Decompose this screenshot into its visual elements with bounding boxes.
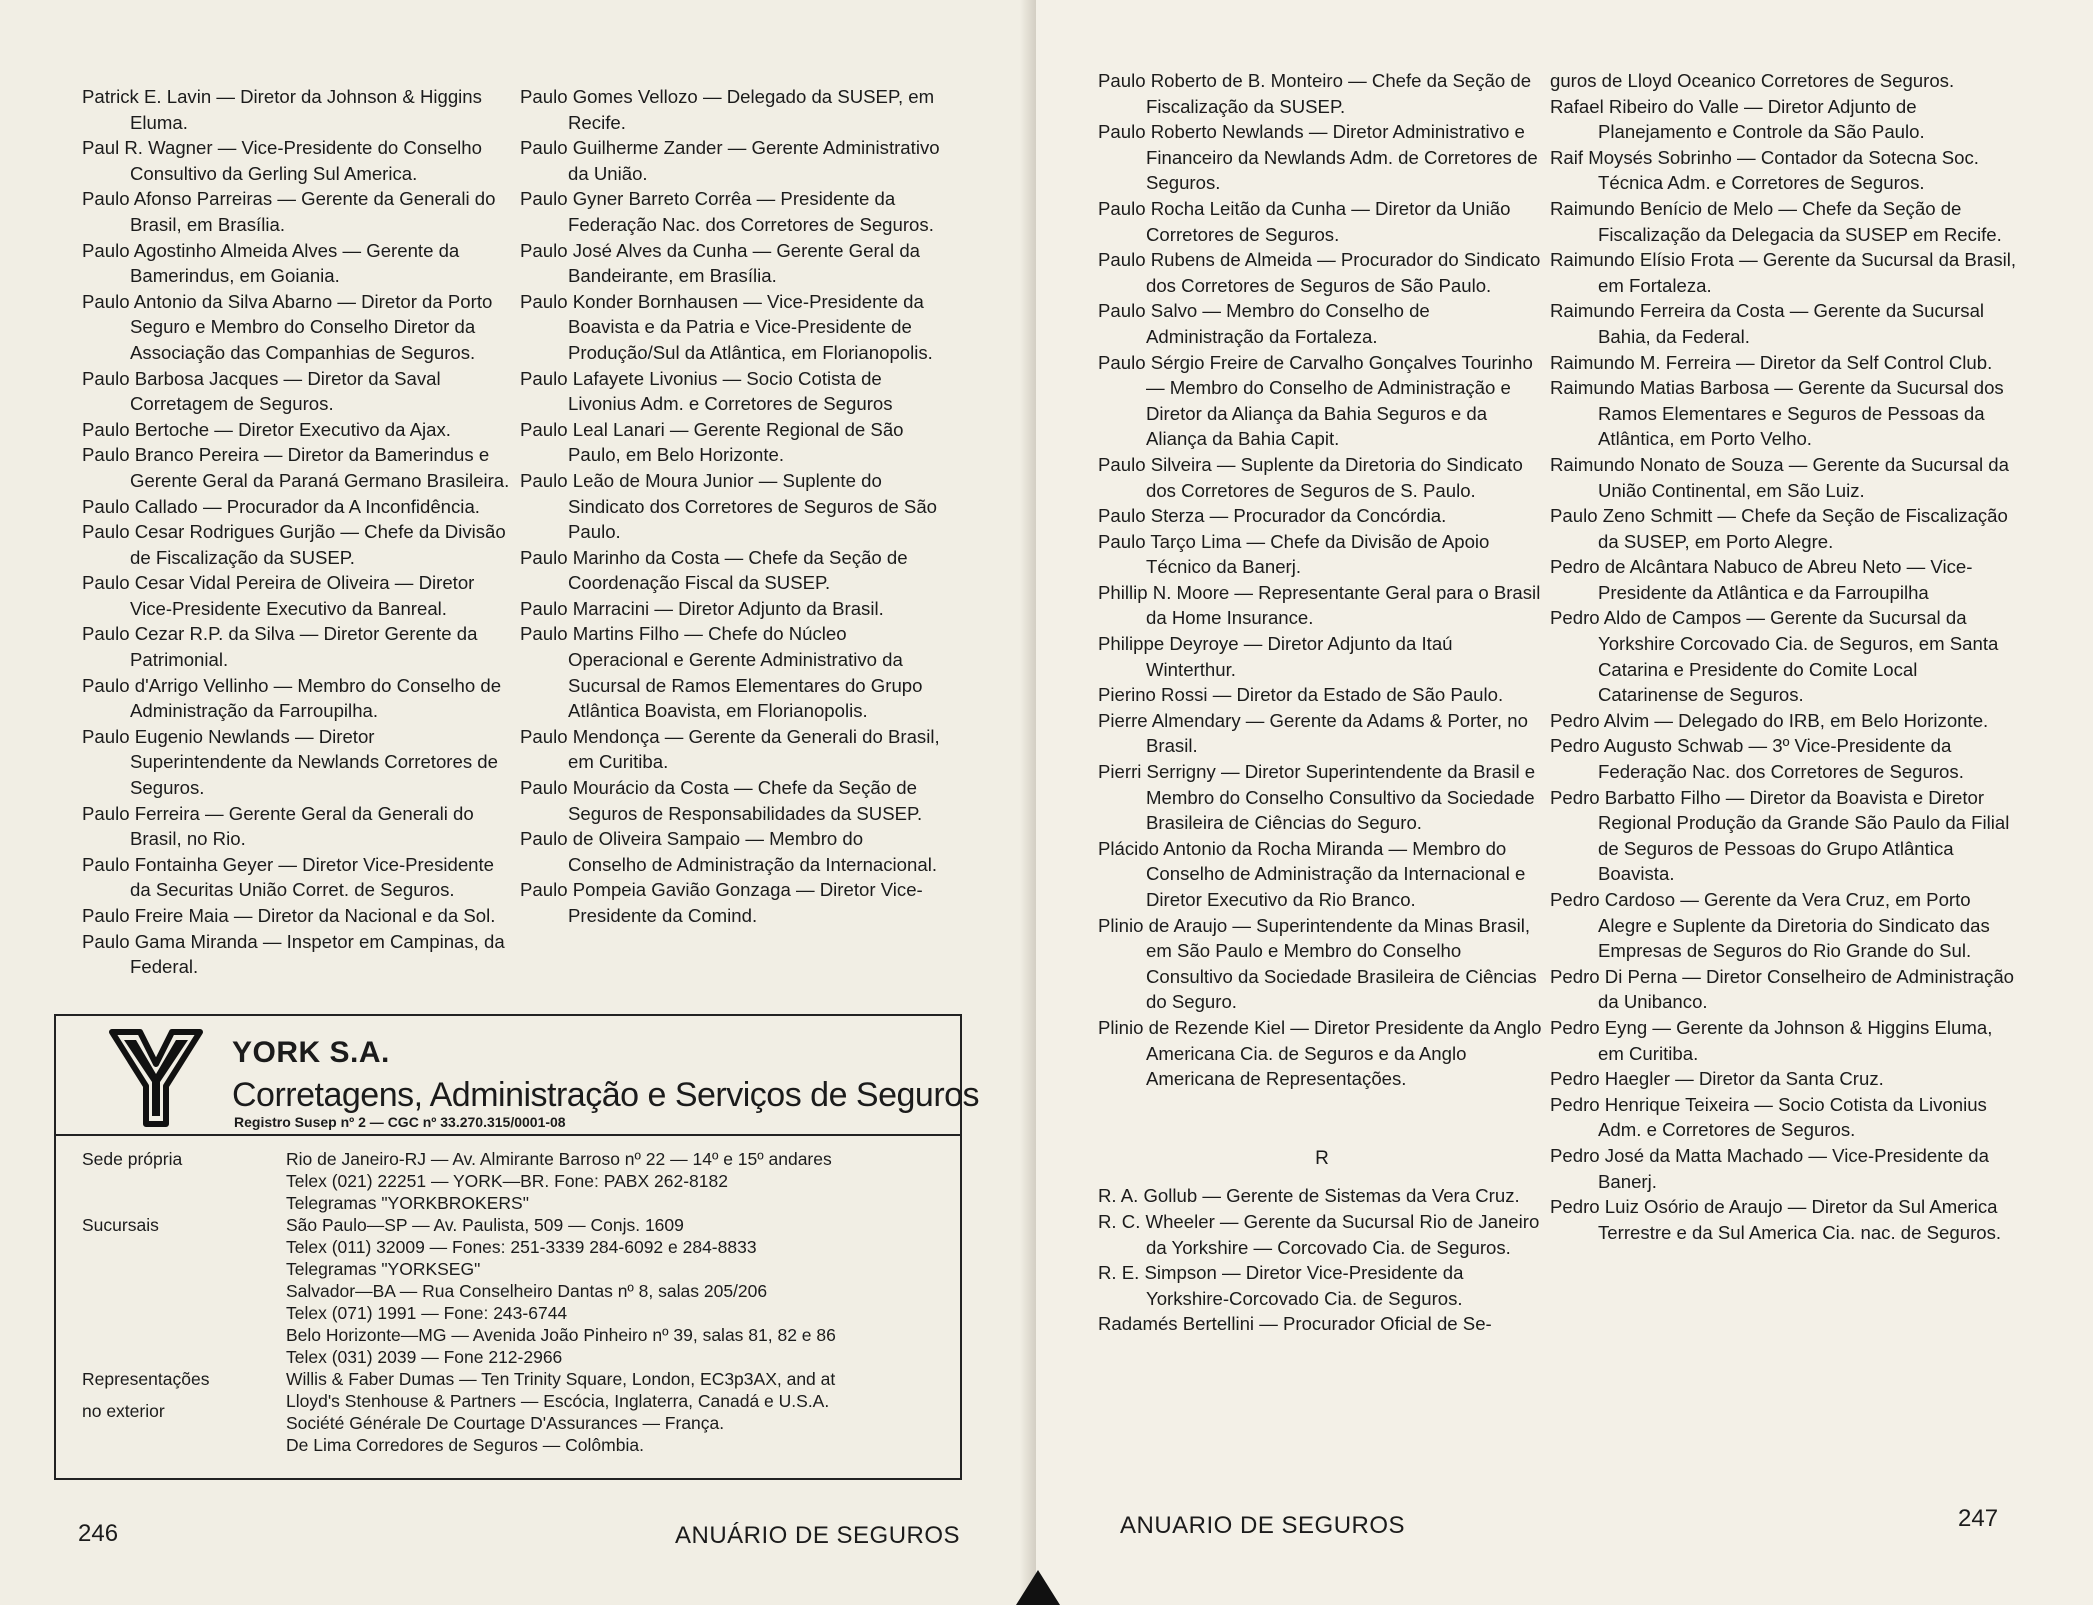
directory-entry: Paulo Mourácio da Costa — Chefe da Seção de Seguros de Responsabilidades da SUSEP.	[520, 777, 923, 824]
page-number-left: 246	[78, 1520, 119, 1547]
right-column-1	[1098, 68, 1546, 1337]
directory-entry: Paulo Callado — Procurador da A Inconfidência.	[82, 495, 480, 517]
directory-entry: Philippe Deyroye — Diretor Adjunto da Itaú Winterthur.	[1098, 633, 1453, 680]
directory-entry: Paulo Mendonça — Gerente da Generali do Brasil, em Curitiba.	[520, 725, 940, 773]
directory-entry: Pedro Eyng — Gerente da Johnson & Higgins Eluma, em Curitiba.	[1550, 1016, 1993, 1064]
directory-entry: Paulo Pompeia Gavião Gonzaga — Diretor Vice-Presidente da Comind.	[520, 879, 923, 926]
directory-entry: Paulo Martins Filho — Chefe do Núcleo Operacional e Gerente Administrativo da Sucursal de Ramos Elementares do Grupo Atlântica Boavista, em Florianopolis.	[520, 623, 923, 722]
directory-entry: Paulo Ferreira — Gerente Geral da Generali do Brasil, no Rio.	[82, 802, 474, 850]
ad-line: Belo Horizonte—MG — Avenida João Pinheiro nº 39, salas 81, 82 e 86	[286, 1325, 836, 1345]
directory-entry: Plácido Antonio da Rocha Miranda — Membro do Conselho de Administração da Internacional e Diretor Executivo da Rio Branco.	[1098, 837, 1526, 910]
directory-entry: Paulo Silveira — Suplente da Diretoria do Sindicato dos Corretores de Seguros de S. Paulo.	[1098, 453, 1523, 501]
directory-entry: Raimundo Ferreira da Costa — Gerente da Sucursal Bahia, da Federal.	[1550, 300, 1985, 347]
directory-entry: Radamés Bertellini — Procurador Oficial de Se-	[1098, 1313, 1492, 1335]
ad-line: Telex (011) 32009 — Fones: 251-3339 284-6092 e 284-8833	[286, 1237, 757, 1257]
ad-line: Telegramas "YORKBROKERS"	[286, 1193, 529, 1213]
ad-label-line: Sucursais	[82, 1215, 159, 1235]
ad-line: Telex (021) 22251 — YORK—BR. Fone: PABX 262-8182	[286, 1171, 728, 1191]
directory-entry: Paulo Leal Lanari — Gerente Regional de São Paulo, em Belo Horizonte.	[520, 418, 904, 466]
ad-line: Salvador—BA — Rua Conselheiro Dantas nº 8, salas 205/206	[286, 1281, 768, 1301]
left-page	[0, 0, 1036, 1605]
ribbon-marker	[1016, 1570, 1060, 1605]
directory-entry: Raimundo Matias Barbosa — Gerente da Sucursal dos Ramos Elementares e Seguros de Pessoas da Atlântica, em Porto Velho.	[1550, 377, 2004, 450]
directory-entry: Paulo Cesar Vidal Pereira de Oliveira — Diretor Vice-Presidente Executivo da Banreal.	[82, 572, 475, 619]
directory-entry: Paul R. Wagner — Vice-Presidente do Conselho Consultivo da Gerling Sul America.	[82, 137, 482, 184]
directory-entry: Paulo d'Arrigo Vellinho — Membro do Conselho de Administração da Farroupilha.	[82, 674, 502, 722]
ad-body	[56, 1148, 956, 1456]
directory-entry: Pedro Alvim — Delegado do IRB, em Belo Horizonte.	[1550, 709, 1989, 731]
directory-entry: R. A. Gollub — Gerente de Sistemas da Vera Cruz.	[1098, 1185, 1520, 1207]
directory-entry: Pedro Augusto Schwab — 3º Vice-Presidente da Federação Nac. dos Corretores de Seguros.	[1550, 735, 1964, 783]
ad-section-label	[82, 1368, 209, 1422]
directory-entry: Pedro Cardoso — Gerente da Vera Cruz, em Porto Alegre e Suplente da Diretoria do Sindicato das Empresas de Seguros do Rio Grande do Sul.	[1550, 889, 1990, 962]
ad-line: Telegramas "YORKSEG"	[286, 1259, 481, 1279]
directory-entry: Paulo Agostinho Almeida Alves — Gerente da Bamerindus, em Goiania.	[82, 239, 460, 287]
directory-entry: Paulo Gomes Vellozo — Delegado da SUSEP, em Recife.	[520, 86, 935, 133]
ad-line: Rio de Janeiro-RJ — Av. Almirante Barroso nº 22 — 14º e 15º andares	[286, 1149, 832, 1169]
running-title-left: ANUÁRIO DE SEGUROS	[675, 1522, 961, 1549]
directory-entry: Paulo Marracini — Diretor Adjunto da Brasil.	[520, 597, 884, 619]
directory-entry: Pedro Aldo de Campos — Gerente da Sucursal da Yorkshire Corcovado Cia. de Seguros, em Santa Catarina e Presidente do Comite Local Catarinense de Seguros.	[1550, 607, 1999, 706]
directory-entry: Raimundo Benício de Melo — Chefe da Seção de Fiscalização da Delegacia da SUSEP em Recife.	[1550, 197, 2002, 245]
directory-entry: Paulo Eugenio Newlands — Diretor Superintendente da Newlands Corretores de Seguros.	[82, 725, 498, 799]
directory-entry: Pedro Haegler — Diretor da Santa Cruz.	[1550, 1068, 1884, 1090]
ad-section	[56, 1368, 956, 1456]
directory-entry: Paulo Afonso Parreiras — Gerente da Generali do Brasil, em Brasília.	[82, 188, 496, 235]
directory-entry: Paulo Roberto Newlands — Diretor Administrativo e Financeiro da Newlands Adm. de Corretores de Seguros.	[1098, 121, 1538, 194]
ad-line: Telex (031) 2039 — Fone 212-2966	[286, 1347, 563, 1367]
left-column-1	[82, 84, 510, 980]
right-page	[1036, 0, 2093, 1605]
directory-entry: Pierri Serrigny — Diretor Superintendente da Brasil e Membro do Conselho Consultivo da Sociedade Brasileira de Ciências do Seguro.	[1098, 761, 1536, 834]
york-advertisement	[54, 1014, 980, 1480]
ad-section-label	[82, 1148, 182, 1170]
directory-entry: Paulo Antonio da Silva Abarno — Diretor da Porto Seguro e Membro do Conselho Diretor da Associação das Companhias de Seguros.	[82, 290, 493, 363]
directory-entry: Paulo Leão de Moura Junior — Suplente do Sindicato dos Corretores de Seguros de São Paulo.	[520, 469, 937, 543]
ad-company-name: YORK S.A.	[232, 1036, 390, 1069]
york-logo-icon	[106, 1028, 206, 1128]
directory-entry: Plinio de Araujo — Superintendente da Minas Brasil, em São Paulo e Membro do Conselho Consultivo da Sociedade Brasileira de Ciências do Seguro.	[1098, 914, 1537, 1013]
directory-entry: Rafael Ribeiro do Valle — Diretor Adjunto de Planejamento e Controle da São Paulo.	[1550, 95, 1925, 143]
directory-entry: Paulo Sterza — Procurador da Concórdia.	[1098, 505, 1447, 527]
directory-entry: Pedro José da Matta Machado — Vice-Presidente da Banerj.	[1550, 1144, 1989, 1192]
directory-entry: Paulo Zeno Schmitt — Chefe da Seção de Fiscalização da SUSEP, em Porto Alegre.	[1550, 505, 2008, 552]
directory-entry: Paulo Fontainha Geyer — Diretor Vice-Presidente da Securitas União Corret. de Seguros.	[82, 853, 495, 901]
directory-entry: Paulo Lafayete Livonius — Socio Cotista de Livonius Adm. e Corretores de Seguros	[520, 367, 893, 415]
ad-section-lines	[286, 1368, 956, 1456]
directory-entry: guros de Lloyd Oceanico Corretores de Seguros.	[1550, 70, 1955, 91]
right-column-2	[1550, 68, 2020, 1245]
directory-entry: Paulo Tarço Lima — Chefe da Divisão de Apoio Técnico da Banerj.	[1098, 530, 1490, 578]
directory-entry: Paulo Salvo — Membro do Conselho de Administração da Fortaleza.	[1098, 300, 1430, 347]
directory-entry: Paulo Rubens de Almeida — Procurador do Sindicato dos Corretores de Seguros de São Paulo.	[1098, 249, 1541, 296]
ad-section-lines	[286, 1214, 956, 1368]
ad-header	[56, 1016, 980, 1136]
ad-line: De Lima Corredores de Seguros — Colômbia.	[286, 1435, 644, 1455]
directory-entry: Pedro Luiz Osório de Araujo — Diretor da Sul America Terrestre e da Sul America Cia. nac. de Seguros.	[1550, 1196, 2002, 1243]
directory-entry: Pierino Rossi — Diretor da Estado de São Paulo.	[1098, 684, 1504, 706]
ad-label-line: Sede própria	[82, 1149, 183, 1169]
ad-line: Lloyd's Stenhouse & Partners — Escócia, Inglaterra, Canadá e U.S.A.	[286, 1391, 830, 1411]
directory-entry: Paulo Marinho da Costa — Chefe da Seção de Coordenação Fiscal da SUSEP.	[520, 546, 908, 594]
ad-section-label	[82, 1214, 159, 1236]
directory-entry: Paulo Gama Miranda — Inspetor em Campinas, da Federal.	[82, 930, 505, 978]
directory-entry: Raimundo M. Ferreira — Diretor da Self Control Club.	[1550, 351, 1993, 373]
section-letter: R	[1315, 1147, 1329, 1169]
directory-entry: Paulo Roberto de B. Monteiro — Chefe da Seção de Fiscalização da SUSEP.	[1098, 70, 1532, 117]
ad-label-line: no exterior	[82, 1401, 165, 1421]
directory-entry: R. C. Wheeler — Gerente da Sucursal Rio de Janeiro da Yorkshire — Corcovado Cia. de Seguros.	[1098, 1210, 1540, 1258]
ad-line: São Paulo—SP — Av. Paulista, 509 — Conjs. 1609	[286, 1215, 684, 1235]
ad-line: Telex (071) 1991 — Fone: 243-6744	[286, 1303, 568, 1323]
directory-entry: Paulo Barbosa Jacques — Diretor da Saval Corretagem de Seguros.	[82, 367, 441, 415]
running-title-right: ANUARIO DE SEGUROS	[1120, 1512, 1406, 1539]
ad-section-lines	[286, 1148, 956, 1214]
directory-entry: Pedro de Alcântara Nabuco de Abreu Neto — Vice-Presidente da Atlântica e da Farroupilha	[1550, 556, 1973, 603]
directory-entry: Paulo Branco Pereira — Diretor da Bamerindus e Gerente Geral da Paraná Germano Brasileira.	[82, 444, 510, 491]
directory-entry: Paulo Freire Maia — Diretor da Nacional e da Sol.	[82, 905, 496, 926]
ad-line: Société Générale De Courtage D'Assurances — França.	[286, 1413, 725, 1433]
directory-entry: Pedro Barbatto Filho — Diretor da Boavista e Diretor Regional Produção da Grande São Paulo da Filial de Seguros de Pessoas do Grupo Atlântica Boavista.	[1550, 786, 2010, 885]
directory-entry: Paulo Bertoche — Diretor Executivo da Ajax.	[82, 418, 451, 440]
ad-registration: Registro Susep nº 2 — CGC nº 33.270.315/0001-08	[234, 1114, 566, 1130]
directory-entry: Pedro Henrique Teixeira — Socio Cotista da Livonius Adm. e Corretores de Seguros.	[1550, 1093, 1987, 1141]
ad-label-line: Representações	[82, 1369, 210, 1389]
directory-entry: Paulo Gyner Barreto Corrêa — Presidente da Federação Nac. dos Corretores de Seguros.	[520, 188, 934, 235]
directory-entry: Paulo Konder Bornhausen — Vice-Presidente da Boavista e da Patria e Vice-Presidente de Produção/Sul da Atlântica, em Florianopolis.	[520, 290, 933, 363]
directory-entry: Raimundo Elísio Frota — Gerente da Sucursal da Brasil, em Fortaleza.	[1550, 249, 2017, 296]
directory-entry: Patrick E. Lavin — Diretor da Johnson & Higgins Eluma.	[82, 86, 482, 133]
directory-entry: Paulo José Alves da Cunha — Gerente Geral da Bandeirante, em Brasília.	[520, 239, 921, 287]
directory-entry: Paulo de Oliveira Sampaio — Membro do Conselho de Administração da Internacional.	[520, 828, 938, 875]
directory-entry: Pierre Almendary — Gerente da Adams & Porter, no Brasil.	[1098, 709, 1528, 757]
directory-entry: R. E. Simpson — Diretor Vice-Presidente da Yorkshire-Corcovado Cia. de Seguros.	[1098, 1262, 1464, 1309]
directory-entry: Pedro Di Perna — Diretor Conselheiro de Administração da Unibanco.	[1550, 965, 2015, 1013]
directory-entry: Paulo Guilherme Zander — Gerente Administrativo da União.	[520, 137, 940, 184]
ad-line: Willis & Faber Dumas — Ten Trinity Square, London, EC3p3AX, and at	[286, 1369, 836, 1389]
page-number-right: 247	[1958, 1505, 1999, 1532]
ad-section	[56, 1148, 956, 1214]
directory-entry: Raimundo Nonato de Souza — Gerente da Sucursal da União Continental, em São Luiz.	[1550, 453, 2009, 501]
ad-tagline: Corretagens, Administração e Serviços de Seguros	[232, 1076, 980, 1114]
left-column-2	[520, 84, 942, 929]
directory-entry: Paulo Cezar R.P. da Silva — Diretor Gerente da Patrimonial.	[82, 623, 478, 671]
directory-entry: Paulo Sérgio Freire de Carvalho Gonçalves Tourinho — Membro do Conselho de Administração e Diretor da Aliança da Bahia Seguros e da Aliança da Bahia Capit.	[1098, 351, 1533, 450]
directory-entry: Plinio de Rezende Kiel — Diretor Presidente da Anglo Americana Cia. de Seguros e da Anglo Americana de Representações.	[1098, 1016, 1542, 1090]
ad-section	[56, 1214, 956, 1368]
directory-entry: Raif Moysés Sobrinho — Contador da Sotecna Soc. Técnica Adm. e Corretores de Seguros.	[1550, 146, 1979, 194]
directory-entry: Paulo Cesar Rodrigues Gurjão — Chefe da Divisão de Fiscalização da SUSEP.	[82, 521, 506, 568]
directory-entry: Paulo Rocha Leitão da Cunha — Diretor da União Corretores de Seguros.	[1098, 197, 1511, 245]
directory-entry: Phillip N. Moore — Representante Geral para o Brasil da Home Insurance.	[1098, 581, 1541, 629]
